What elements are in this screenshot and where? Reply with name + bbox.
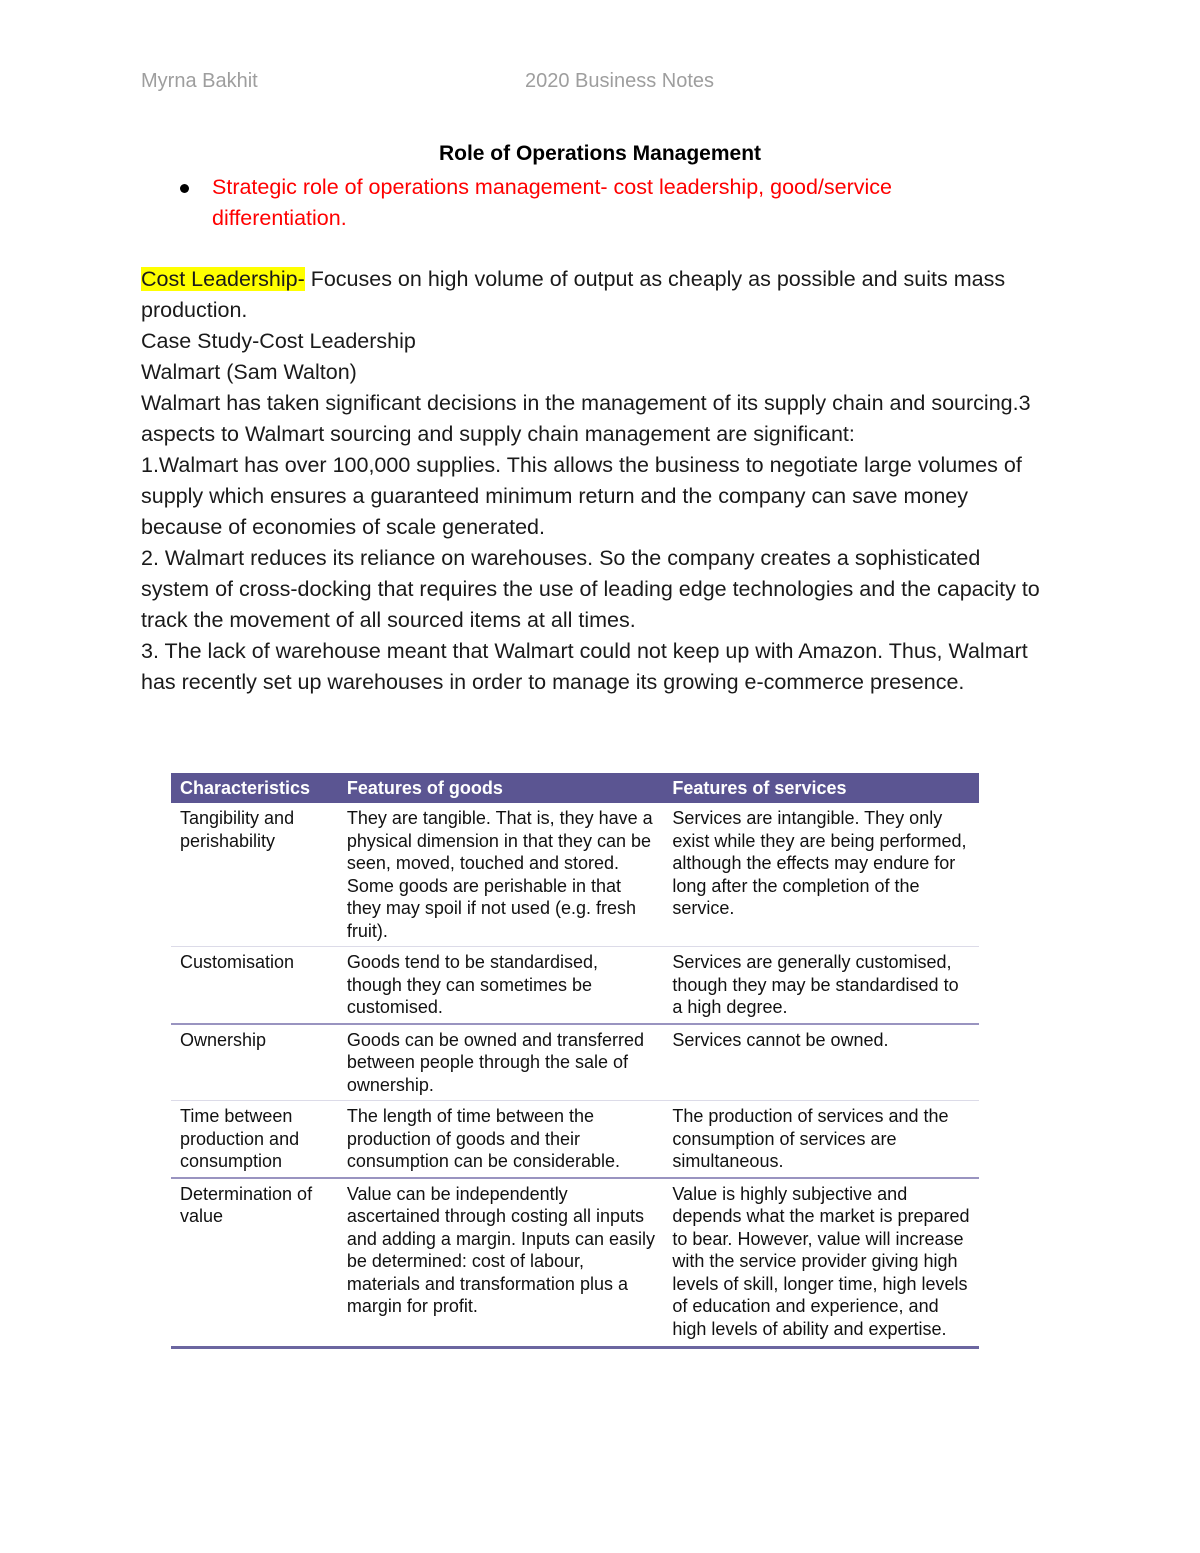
cell-goods: Value can be independently ascertained through costing all inputs and adding a margin. Inputs can easily be determined: cost of labour, materials and transformation plus a margin for profit.	[338, 1178, 664, 1348]
cost-leadership-paragraph	[141, 264, 1051, 326]
cell-goods: The length of time between the production of goods and their consumption can be considerable.	[338, 1101, 664, 1178]
cell-services: The production of services and the consumption of services are simultaneous.	[663, 1101, 979, 1178]
bullet-list	[174, 172, 994, 234]
point-3: 3. The lack of warehouse meant that Walmart could not keep up with Amazon. Thus, Walmart has recently set up warehouses in order to manage its growing e-commerce presence.	[141, 639, 1028, 694]
company-name: Walmart (Sam Walton)	[141, 360, 357, 384]
notes-title: 2020 Business Notes	[525, 70, 715, 92]
case-study-heading: Case Study-Cost Leadership	[141, 329, 416, 353]
cell-characteristic: Time between production and consumption	[171, 1101, 338, 1178]
cell-goods: Goods tend to be standardised, though they can sometimes be customised.	[338, 947, 664, 1024]
cell-services: Value is highly subjective and depends what the market is prepared to bear. However, value will increase with the service provider giving high levels of skill, longer time, high levels of education and experience, and high levels of ability and expertise.	[663, 1178, 979, 1348]
header-goods: Features of goods	[338, 773, 664, 803]
point-2: 2. Walmart reduces its reliance on warehouses. So the company creates a sophisticated system of cross-docking that requires the use of leading edge technologies and the capacity to track the movement of all sourced items at all times.	[141, 546, 1040, 632]
cell-characteristic: Ownership	[171, 1024, 338, 1101]
comparison-table-container	[171, 773, 979, 1349]
cell-services: Services cannot be owned.	[663, 1024, 979, 1101]
author-name: Myrna Bakhit	[141, 70, 258, 92]
table-row	[171, 1178, 979, 1348]
highlighted-term: Cost Leadership-	[141, 267, 305, 291]
list-item	[174, 172, 994, 234]
header-characteristics: Characteristics	[171, 773, 338, 803]
table-header-row	[171, 773, 979, 803]
table-row	[171, 947, 979, 1024]
cell-characteristic: Customisation	[171, 947, 338, 1024]
body-text	[141, 264, 1051, 698]
table-row	[171, 1101, 979, 1178]
intro-paragraph: Walmart has taken significant decisions in the management of its supply chain and sourcing.3 aspects to Walmart sourcing and supply chain management are significant:	[141, 391, 1031, 446]
page-title: Role of Operations Management	[438, 142, 762, 165]
cell-goods: Goods can be owned and transferred between people through the sale of ownership.	[338, 1024, 664, 1101]
cell-services: Services are generally customised, though they may be standardised to a high degree.	[663, 947, 979, 1024]
table-row	[171, 803, 979, 947]
page-header	[141, 70, 1041, 98]
cost-leadership-definition: Focuses on high volume of output as cheaply as possible and suits mass production.	[141, 267, 1006, 322]
header-services: Features of services	[663, 773, 979, 803]
table-row	[171, 1024, 979, 1101]
cell-characteristic: Tangibility and perishability	[171, 803, 338, 947]
point-1: 1.Walmart has over 100,000 supplies. This allows the business to negotiate large volumes of supply which ensures a guaranteed minimum return and the company can save money because of economies of scale generated.	[141, 453, 1022, 539]
cell-goods: They are tangible. That is, they have a physical dimension in that they can be seen, moved, touched and stored. Some goods are perishable in that they may spoil if not used (e.g. fresh fruit).	[338, 803, 664, 947]
bullet-dot-icon	[180, 184, 189, 193]
cell-characteristic: Determination of value	[171, 1178, 338, 1348]
cell-services: Services are intangible. They only exist while they are being performed, although the effects may endure for long after the completion of the service.	[663, 803, 979, 947]
comparison-table	[171, 773, 979, 1349]
bullet-text: Strategic role of operations management- cost leadership, good/service differentiation.	[212, 175, 893, 230]
